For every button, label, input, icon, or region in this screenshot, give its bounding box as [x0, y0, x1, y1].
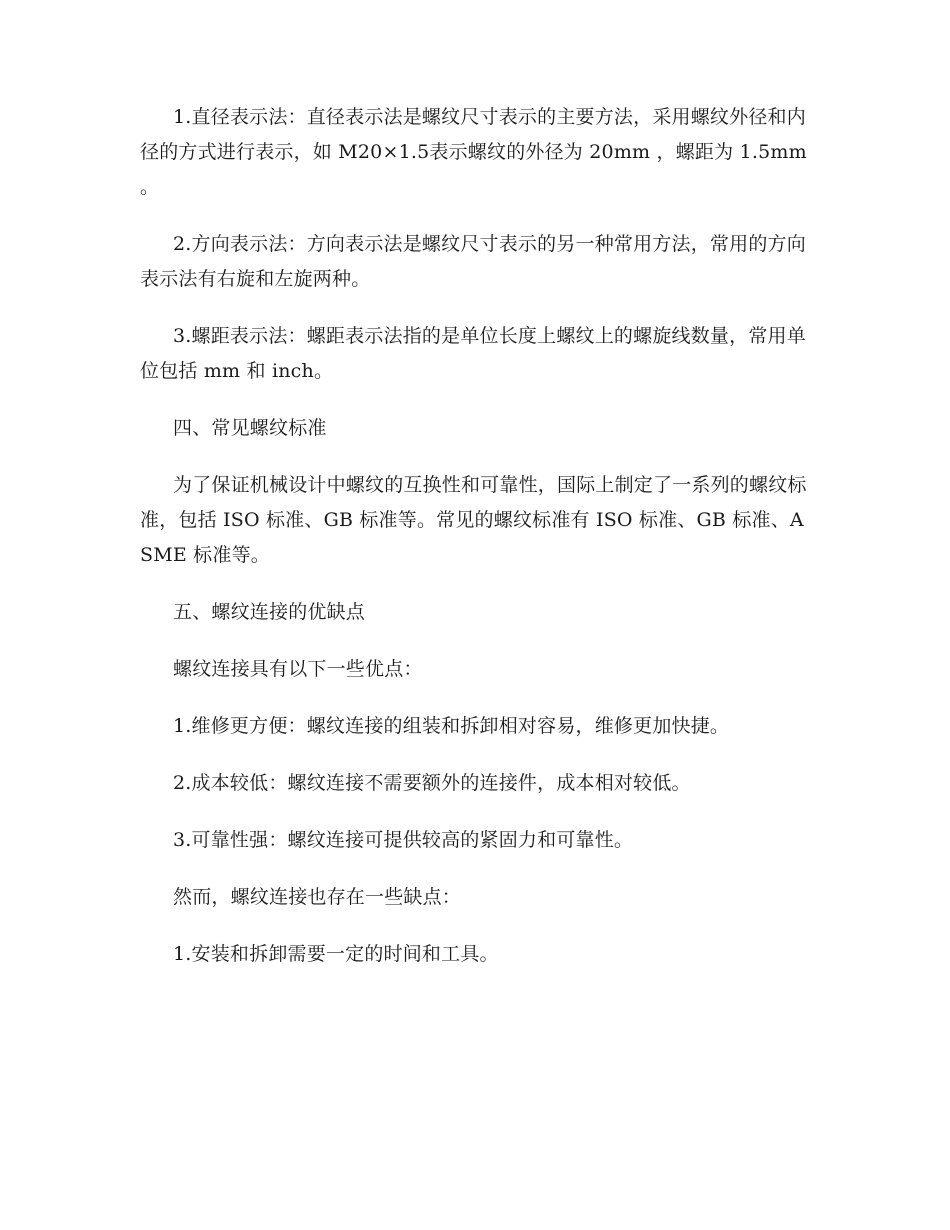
paragraph-advantages-intro: 螺纹连接具有以下一些优点：	[173, 658, 423, 680]
list-item-advantage-cost: 2.成本较低：螺纹连接不需要额外的连接件，成本相对较低。	[173, 772, 691, 794]
list-item-advantage-maintenance: 1.维修更方便：螺纹连接的组装和拆卸相对容易，维修更加快捷。	[173, 715, 730, 737]
list-item-advantage-reliability: 3.可靠性强：螺纹连接可提供较高的紧固力和可靠性。	[173, 829, 634, 851]
paragraph-diameter-method: 1.直径表示法：直径表示法是螺纹尺寸表示的主要方法，采用螺纹外径和内径的方式进行表示，如 M20×1.5表示螺纹的外径为 20mm ，螺距为 1.5mm 。	[140, 106, 807, 198]
section-heading-common-standards: 四、常见螺纹标准	[173, 417, 327, 439]
paragraph-disadvantages-intro: 然而，螺纹连接也存在一些缺点：	[173, 886, 462, 908]
document-body	[140, 100, 810, 994]
paragraph-pitch-method: 3.螺距表示法：螺距表示法指的是单位长度上螺纹上的螺旋线数量，常用单位包括 mm 和 inch。	[140, 325, 806, 382]
section-heading-pros-cons: 五、螺纹连接的优缺点	[173, 601, 366, 623]
list-item-disadvantage-install: 1.安装和拆卸需要一定的时间和工具。	[173, 943, 499, 965]
paragraph-standards: 为了保证机械设计中螺纹的互换性和可靠性，国际上制定了一系列的螺纹标准，包括 ISO 标准、GB 标准等。常见的螺纹标准有 ISO 标准、GB 标准、ASME 标准等。	[140, 474, 807, 566]
paragraph-direction-method: 2.方向表示法：方向表示法是螺纹尺寸表示的另一种常用方法，常用的方向表示法有右旋和左旋两种。	[140, 233, 806, 290]
